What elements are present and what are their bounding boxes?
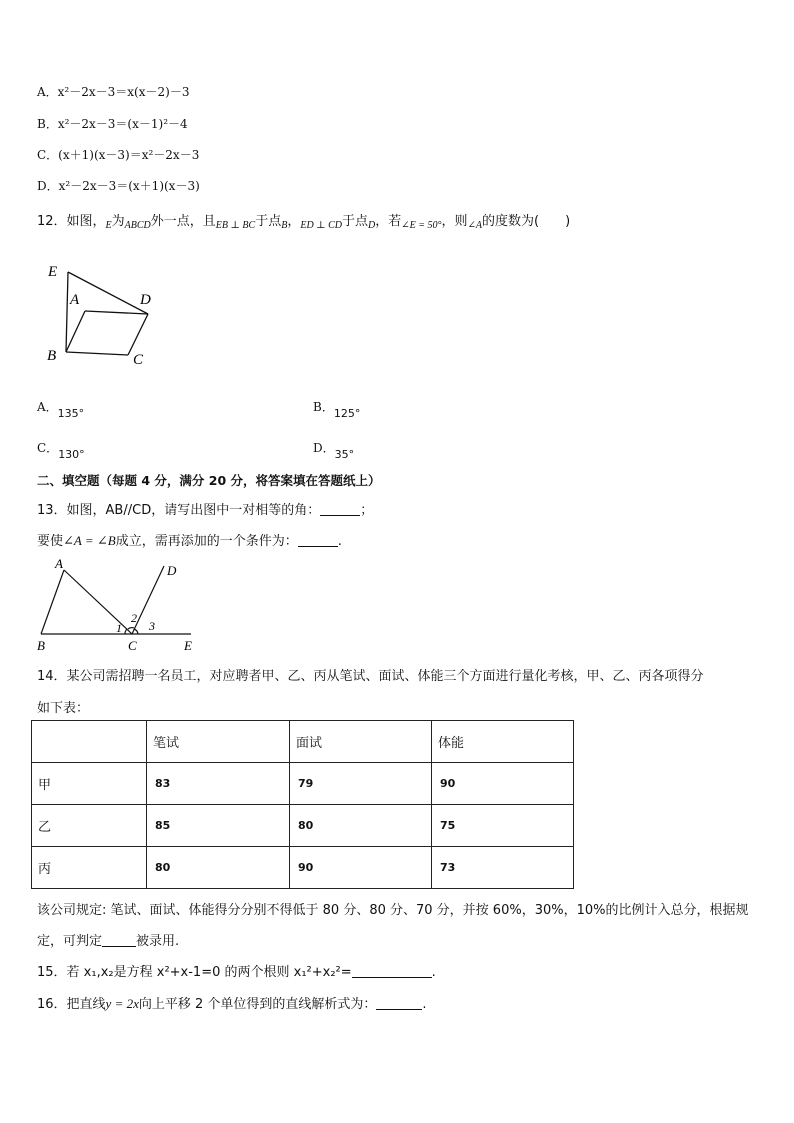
q12-quad: ABCD xyxy=(124,220,151,231)
label-d: D xyxy=(167,563,177,578)
q12-text: 于点 xyxy=(255,214,282,229)
q12-choice-a xyxy=(37,398,85,420)
segment-bc xyxy=(66,352,128,355)
q12-text: 外一点，且 xyxy=(150,214,216,229)
q11-option-c: C．(x＋1)(x－3)＝x²－2x－3 xyxy=(37,148,200,162)
table-header-cell: 体能 xyxy=(432,721,574,763)
choice-value: 135° xyxy=(57,407,85,420)
q14-text: 定，可判定 xyxy=(37,934,103,949)
segment-ba xyxy=(41,570,64,634)
table-header-row xyxy=(32,721,574,763)
table-header-cell: 面试 xyxy=(290,721,432,763)
angle-3-arc xyxy=(134,629,138,634)
angle-1-arc xyxy=(125,629,127,634)
q12-number: 12．如图， xyxy=(37,214,106,229)
candidate-cell: 甲 xyxy=(32,763,147,805)
score-cell: 80 xyxy=(147,847,290,889)
q12-point-e: E xyxy=(105,220,112,231)
angle-2-arc xyxy=(128,628,134,629)
q14-conclusion xyxy=(37,930,179,949)
q13-text: ； xyxy=(360,503,374,518)
candidate-cell: 乙 xyxy=(32,805,147,847)
q12-stem xyxy=(37,210,570,231)
q12-point-d: D xyxy=(368,220,376,231)
label-b: B xyxy=(47,348,57,364)
label-c: C xyxy=(128,638,137,653)
score-table xyxy=(31,720,574,889)
q12-text: 的度数为( ) xyxy=(482,214,571,229)
label-d: D xyxy=(140,292,151,308)
q13-text: 13．如图，AB//CD，请写出图中一对相等的角： xyxy=(37,503,321,518)
q12-text: ，则 xyxy=(441,214,468,229)
label-a: A xyxy=(55,556,63,571)
q12-perp-ed: ED ⊥ CD xyxy=(300,220,342,231)
choice-letter: A． xyxy=(37,400,58,414)
label-3: 3 xyxy=(149,619,155,633)
score-cell: 85 xyxy=(147,805,290,847)
score-cell: 90 xyxy=(290,847,432,889)
q12-perp-eb: EB ⊥ BC xyxy=(215,220,256,231)
choice-letter: B． xyxy=(313,400,334,414)
q12-angle-a: ∠A xyxy=(467,220,482,231)
label-2: 2 xyxy=(131,611,137,625)
segment-ab xyxy=(66,311,85,352)
choice-letter: D． xyxy=(313,441,335,455)
answer-blank[interactable] xyxy=(320,503,360,516)
q12-text: 为 xyxy=(111,214,125,229)
q12-text: ， xyxy=(287,214,301,229)
q12-choice-d xyxy=(313,439,355,461)
q12-figure xyxy=(40,258,170,368)
q15-text: . xyxy=(431,965,436,980)
score-cell: 73 xyxy=(432,847,574,889)
q13-text: 成立，需再添加的一个条件为： xyxy=(115,534,298,549)
q15-text: 15．若 x₁,x₂是方程 x²+x-1=0 的两个根则 x₁²+x₂²= xyxy=(37,965,352,980)
choice-value: 35° xyxy=(334,448,355,461)
q16-line xyxy=(37,993,427,1012)
candidate-cell: 丙 xyxy=(32,847,147,889)
q14-line1: 14．某公司需招聘一名员工，对应聘者甲、乙、丙从笔试、面试、体能三个方面进行量化考核，甲、乙、丙各项得分 xyxy=(37,669,704,684)
score-cell: 80 xyxy=(290,805,432,847)
table-row xyxy=(32,805,574,847)
q13-line1 xyxy=(37,499,373,518)
answer-blank[interactable] xyxy=(298,534,338,547)
segment-ed xyxy=(68,272,148,314)
section-heading: 二、填空题（每题 4 分，满分 20 分，将答案填在答题纸上） xyxy=(37,473,381,488)
label-a: A xyxy=(70,292,80,308)
table-header-cell xyxy=(32,721,147,763)
table-row xyxy=(32,763,574,805)
q16-text: . xyxy=(422,997,427,1012)
label-e: E xyxy=(184,638,192,653)
score-cell: 75 xyxy=(432,805,574,847)
label-c: C xyxy=(133,352,144,368)
score-cell: 90 xyxy=(432,763,574,805)
q11-option-d: D．x²－2x－3＝(x＋1)(x－3) xyxy=(37,179,200,193)
q12-point-b: B xyxy=(281,220,288,231)
answer-blank[interactable] xyxy=(102,934,136,947)
q14-line2: 如下表： xyxy=(37,701,90,716)
q12-choice-b xyxy=(313,398,361,420)
answer-blank[interactable] xyxy=(352,965,432,978)
table-header-cell: 笔试 xyxy=(147,721,290,763)
q13-text: 要使 xyxy=(37,534,64,549)
q16-expression: y = 2x xyxy=(105,996,139,1011)
q11-option-b: B．x²－2x－3＝(x－1)²－4 xyxy=(37,117,188,131)
choice-value: 125° xyxy=(333,407,361,420)
q13-text: . xyxy=(337,534,342,549)
q14-rule: 该公司规定: 笔试、面试、体能得分分别不得低于 80 分、80 分、70 分，并按 60%，30%，10%的比例计入总分，根据规 xyxy=(37,903,749,918)
segment-ad xyxy=(85,311,148,314)
label-e: E xyxy=(48,264,58,280)
score-cell: 83 xyxy=(147,763,290,805)
choice-value: 130° xyxy=(58,448,85,461)
answer-blank[interactable] xyxy=(376,997,422,1010)
label-1: 1 xyxy=(116,621,122,635)
table-row xyxy=(32,847,574,889)
score-cell: 79 xyxy=(290,763,432,805)
q12-text: 于点 xyxy=(341,214,368,229)
q16-text: 向上平移 2 个单位得到的直线解析式为： xyxy=(138,997,377,1012)
choice-letter: C． xyxy=(37,441,59,455)
q13-angle-eq: ∠A = ∠B xyxy=(63,533,116,548)
q11-option-a: A．x²－2x－3＝x(x－2)－3 xyxy=(37,85,190,99)
q12-choice-c xyxy=(37,439,85,461)
q16-text: 16．把直线 xyxy=(37,997,106,1012)
q13-line2 xyxy=(37,530,342,549)
label-b: B xyxy=(37,638,45,653)
q14-text: 被录用. xyxy=(136,934,180,949)
q12-text: ，若 xyxy=(375,214,402,229)
q15-line xyxy=(37,961,436,980)
q12-angle-e: ∠E = 50° xyxy=(401,220,442,231)
segment-cd xyxy=(128,314,148,355)
q13-figure xyxy=(34,556,204,654)
segment-eb xyxy=(66,272,68,352)
